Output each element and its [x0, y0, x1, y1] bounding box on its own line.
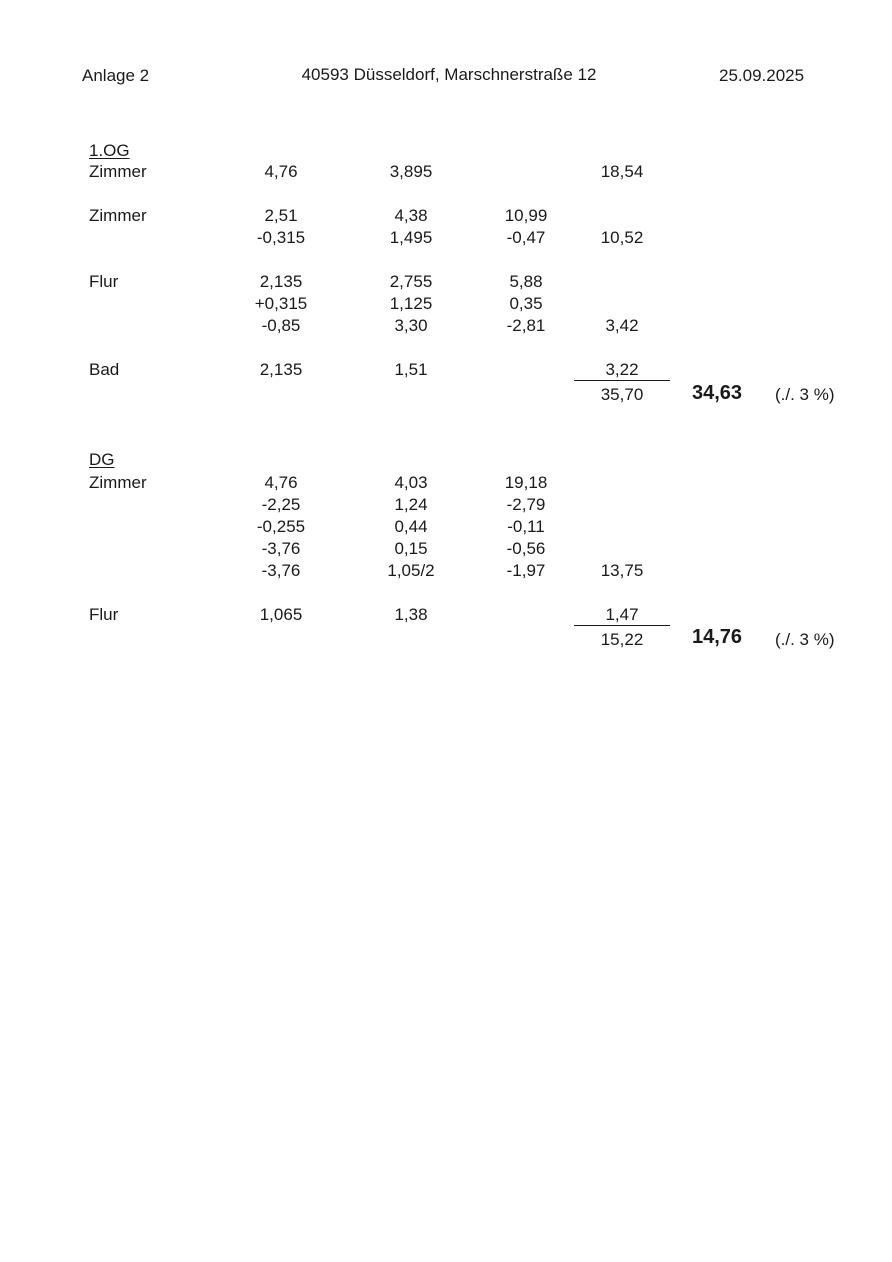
length-value: -0,255 [256, 517, 306, 536]
total-value: 34,63 [692, 382, 743, 404]
room-label: Bad [89, 360, 120, 379]
length-value: 2,135 [259, 272, 303, 291]
width-value: 0,15 [394, 539, 428, 558]
room-label: Flur [89, 605, 119, 624]
product-value: -2,79 [506, 495, 546, 514]
width-value: 0,44 [394, 517, 428, 536]
deduction-note: (./. 3 %) [775, 385, 835, 404]
length-value: -2,25 [261, 495, 301, 514]
width-value: 2,755 [389, 272, 433, 291]
width-value: 1,05/2 [387, 561, 435, 580]
date: 25.09.2025 [719, 66, 805, 85]
subtotal-value: 15,22 [600, 630, 644, 649]
deduction-note: (./. 3 %) [775, 630, 835, 649]
width-value: 1,495 [389, 228, 433, 247]
width-value: 4,38 [394, 206, 428, 225]
width-value: 1,125 [389, 294, 433, 313]
subtotal-value: 35,70 [600, 385, 644, 404]
product-value: -0,11 [507, 517, 545, 536]
length-value: 1,065 [259, 605, 303, 624]
room-label: Zimmer [89, 206, 147, 225]
section-heading-dg: DG [89, 450, 115, 469]
room-label: Zimmer [89, 162, 147, 181]
area-value: 10,52 [600, 228, 644, 247]
total-value: 14,76 [692, 626, 743, 648]
area-value: 1,47 [605, 605, 639, 624]
length-value: -0,315 [256, 228, 306, 247]
area-value: 18,54 [600, 162, 644, 181]
length-value: 4,76 [264, 162, 298, 181]
area-value: 13,75 [600, 561, 644, 580]
attachment-label: Anlage 2 [82, 66, 150, 85]
width-value: 3,895 [389, 162, 433, 181]
product-value: 10,99 [504, 206, 548, 225]
product-value: -2,81 [506, 316, 546, 335]
address: 40593 Düsseldorf, Marschnerstraße 12 [301, 65, 597, 84]
product-value: -0,47 [506, 228, 546, 247]
width-value: 1,38 [394, 605, 428, 624]
product-value: 5,88 [509, 272, 543, 291]
length-value: 2,51 [264, 206, 298, 225]
length-value: -0,85 [261, 316, 301, 335]
width-value: 3,30 [394, 316, 428, 335]
product-value: 19,18 [504, 473, 548, 492]
width-value: 1,24 [394, 495, 428, 514]
sum-rule [574, 625, 670, 626]
area-value: 3,42 [605, 316, 639, 335]
length-value: -3,76 [261, 539, 301, 558]
product-value: 0,35 [509, 294, 543, 313]
width-value: 4,03 [394, 473, 428, 492]
sum-rule [574, 380, 670, 381]
product-value: -1,97 [506, 561, 546, 580]
length-value: -3,76 [261, 561, 301, 580]
room-label: Zimmer [89, 473, 147, 492]
product-value: -0,56 [506, 539, 546, 558]
width-value: 1,51 [394, 360, 428, 379]
section-heading-1og: 1.OG [89, 141, 130, 160]
length-value: 2,135 [259, 360, 303, 379]
room-label: Flur [89, 272, 119, 291]
length-value: +0,315 [254, 294, 308, 313]
length-value: 4,76 [264, 473, 298, 492]
area-value: 3,22 [605, 360, 639, 379]
